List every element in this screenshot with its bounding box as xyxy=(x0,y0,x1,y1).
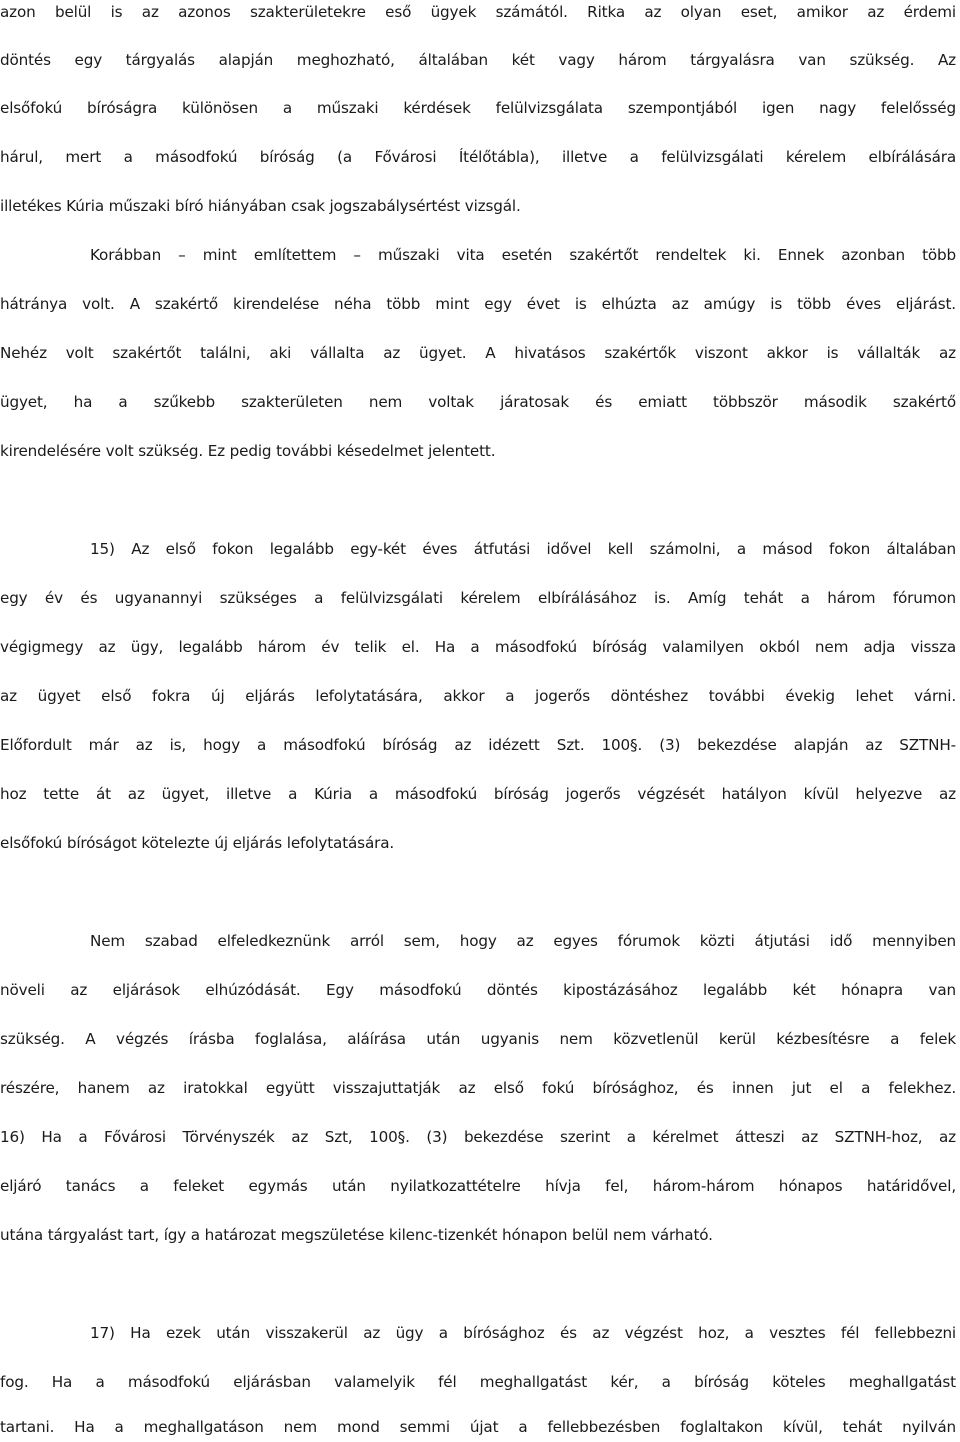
text-line: azon belül is az azonos szakterületekre eső ügyek számától. Ritka az olyan eset, amikor az érdemi xyxy=(0,3,956,21)
text-line: részére, hanem az iratokkal együtt visszajuttatják az első fokú bírósághoz, és innen jut el a felekhez. xyxy=(0,1079,956,1097)
text-line: szükség. A végzés írásba foglalása, aláírása után ugyanis nem közvetlenül kerül kézbesítésre a felek xyxy=(0,1030,956,1048)
text-line: tartani. Ha a meghallgatáson nem mond semmi újat a fellebbezésben foglaltakon kívül, tehát nyilván xyxy=(0,1418,956,1436)
text-line: illetékes Kúria műszaki bíró hiányában csak jogszabálysértést vizsgál. xyxy=(0,197,521,215)
text-line: utána tárgyalást tart, így a határozat megszületése kilenc-tizenkét hónapon belül nem várható. xyxy=(0,1226,713,1244)
text-line: egy év és ugyanannyi szükséges a felülvizsgálati kérelem elbírálásához is. Amíg tehát a három fórumon xyxy=(0,589,956,607)
text-line: Nehéz volt szakértőt találni, aki vállalta az ügyet. A hivatásos szakértők viszont akkor is vállalták az xyxy=(0,344,956,362)
text-line: kirendelésére volt szükség. Ez pedig további késedelmet jelentett. xyxy=(0,442,496,460)
text-line: 15) Az első fokon legalább egy-két éves átfutási idővel kell számolni, a másod fokon általában xyxy=(90,540,956,558)
text-line: fog. Ha a másodfokú eljárásban valamelyik fél meghallgatást kér, a bíróság köteles meghallgatást xyxy=(0,1373,956,1391)
text-line: hoz tette át az ügyet, illetve a Kúria a másodfokú bíróság jogerős végzését hatályon kívül helyezve az xyxy=(0,785,956,803)
text-line: az ügyet első fokra új eljárás lefolytatására, akkor a jogerős döntéshez további évekig lehet várni. xyxy=(0,687,956,705)
text-line: növeli az eljárások elhúzódását. Egy másodfokú döntés kipostázásához legalább két hónapra van xyxy=(0,981,956,999)
text-line: eljáró tanács a feleket egymás után nyilatkozattételre hívja fel, három-három hónapos határidővel, xyxy=(0,1177,956,1195)
text-line: 16) Ha a Fővárosi Törvényszék az Szt, 100§. (3) bekezdése szerint a kérelmet átteszi az SZTNH-hoz, az xyxy=(0,1128,956,1146)
text-line: hátránya volt. A szakértő kirendelése néha több mint egy évet is elhúzta az amúgy is több éves eljárást. xyxy=(0,295,956,313)
text-line: Előfordult már az is, hogy a másodfokú bíróság az idézett Szt. 100§. (3) bekezdése alapján az SZTNH- xyxy=(0,736,956,754)
text-line: Nem szabad elfeledkeznünk arról sem, hogy az egyes fórumok közti átjutási idő mennyiben xyxy=(90,932,956,950)
text-line: 17) Ha ezek után visszakerül az ügy a bírósághoz és az végzést hoz, a vesztes fél fellebbezni xyxy=(90,1324,956,1342)
text-line: elsőfokú bíróságot kötelezte új eljárás lefolytatására. xyxy=(0,834,395,852)
text-line: hárul, mert a másodfokú bíróság (a Fővárosi Ítélőtábla), illetve a felülvizsgálati kérelem elbírálására xyxy=(0,148,956,166)
text-line: elsőfokú bíróságra különösen a műszaki kérdések felülvizsgálata szempontjából igen nagy felelősség xyxy=(0,99,956,117)
text-line: ügyet, ha a szűkebb szakterületen nem voltak járatosak és emiatt többször második szakértő xyxy=(0,393,956,411)
text-line: döntés egy tárgyalás alapján meghozható, általában két vagy három tárgyalásra van szükség. Az xyxy=(0,51,956,69)
text-line: végigmegy az ügy, legalább három év telik el. Ha a másodfokú bíróság valamilyen okból nem adja vissza xyxy=(0,638,956,656)
text-line: Korábban – mint említettem – műszaki vita esetén szakértőt rendeltek ki. Ennek azonban több xyxy=(90,246,956,264)
